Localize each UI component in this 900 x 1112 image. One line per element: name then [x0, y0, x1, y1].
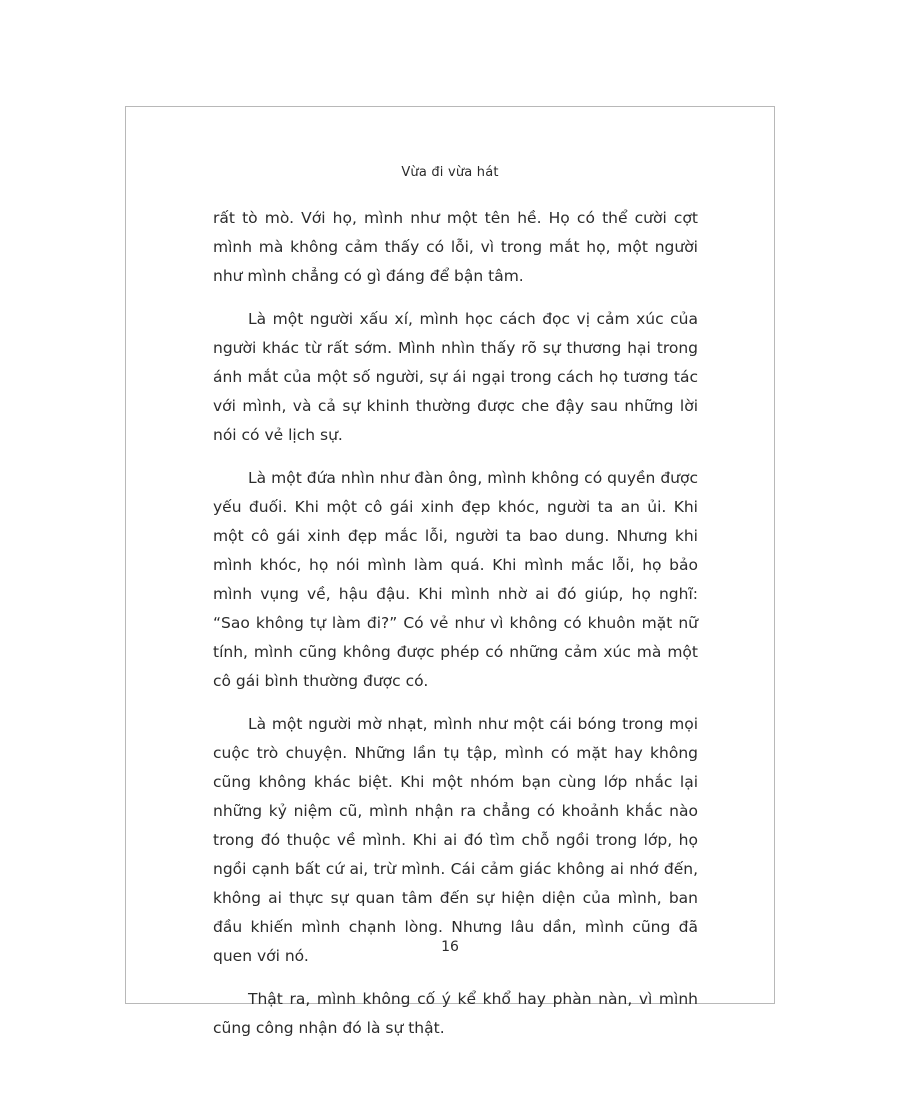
paragraph: Thật ra, mình không cố ý kể khổ hay phàn nàn, vì mình cũng công nhận đó là sự thật.: [213, 990, 698, 1037]
running-head: Vừa đi vừa hát: [401, 165, 499, 180]
paragraph-continuation: rất tò mò. Với họ, mình như một tên hề. Họ có thể cười cợt mình mà không cảm thấy có lỗi, vì trong mắt họ, một người như mình chẳng có gì đáng để bận tâm.: [213, 209, 698, 285]
page-number: 16: [441, 939, 459, 955]
paragraph: Là một đứa nhìn như đàn ông, mình không có quyền được yếu đuối. Khi một cô gái xinh đẹp khóc, người ta an ủi. Khi một cô gái xinh đẹp mắc lỗi, người ta bao dung. Nhưng khi mình khóc, họ nói mình làm quá. Khi mình mắc lỗi, họ bảo mình vụng về, hậu đậu. Khi mình nhờ ai đó giúp, họ nghĩ: “Sao không tự làm đi?” Có vẻ như vì không có khuôn mặt nữ tính, mình cũng không được phép có những cảm xúc mà một cô gái bình thường được có.: [213, 469, 698, 690]
body-text: [213, 204, 698, 1057]
paragraph: Là một người mờ nhạt, mình như một cái bóng trong mọi cuộc trò chuyện. Những lần tụ tập, mình có mặt hay không cũng không khác biệt. Khi một nhóm bạn cùng lớp nhắc lại những kỷ niệm cũ, mình nhận ra chẳng có khoảnh khắc nào trong đó thuộc về mình. Khi ai đó tìm chỗ ngồi trong lớp, họ ngồi cạnh bất cứ ai, trừ mình. Cái cảm giác không ai nhớ đến, không ai thực sự quan tâm đến sự hiện diện của mình, ban đầu khiến mình chạnh lòng. Nhưng lâu dần, mình cũng đã quen với nó.: [213, 715, 698, 965]
book-page: [125, 106, 775, 1037]
paragraph: Là một người xấu xí, mình học cách đọc vị cảm xúc của người khác từ rất sớm. Mình nhìn thấy rõ sự thương hại trong ánh mắt của một số người, sự ái ngại trong cách họ tương tác với mình, và cả sự khinh thường được che đậy sau những lời nói có vẻ lịch sự.: [213, 310, 698, 444]
